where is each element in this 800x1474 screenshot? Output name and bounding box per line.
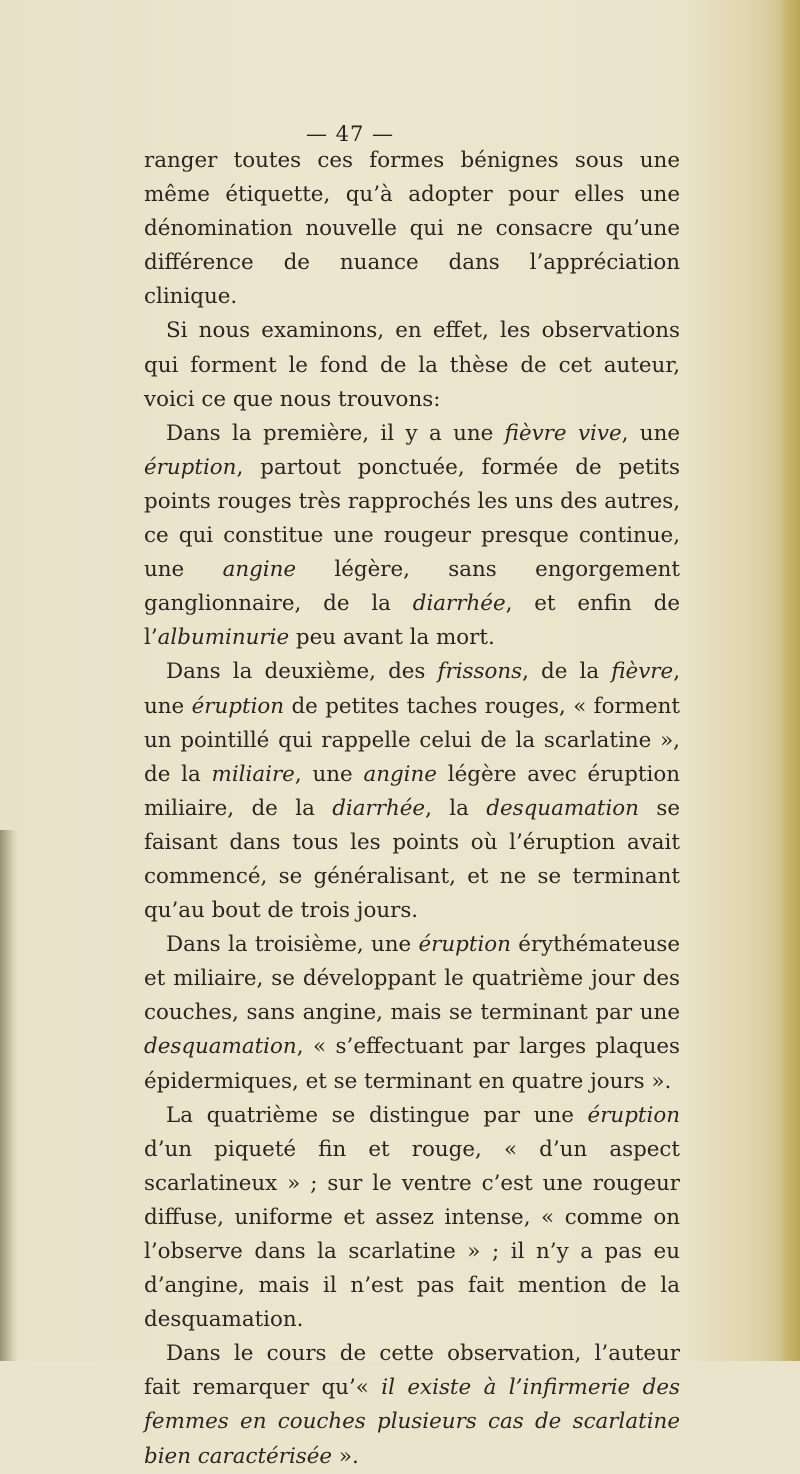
text-run: , de la — [522, 659, 612, 685]
italic-term: diarrhée — [412, 591, 506, 617]
italic-term: fièvre vive — [504, 420, 622, 446]
text-run: Dans la troisième, une — [166, 932, 419, 958]
paragraph — [144, 655, 680, 928]
italic-term: éruption — [418, 932, 511, 958]
page-edge-shading — [778, 0, 800, 1361]
text-run: peu avant la mort. — [289, 625, 495, 651]
italic-term: éruption — [191, 693, 285, 719]
paragraph — [144, 144, 680, 314]
text-run: , une — [294, 761, 364, 787]
text-run: légère, sans engorgement ganglionnaire, de la — [144, 557, 680, 617]
text-run: Dans le cours de cette observation, l’auteur fait remarquer qu’« — [144, 1341, 680, 1401]
italic-term: frissons — [437, 659, 523, 685]
italic-term: éruption — [587, 1102, 680, 1128]
paragraph — [144, 417, 680, 656]
italic-term: desquamation — [486, 795, 639, 821]
text-run: légère avec éruption miliaire, de la — [144, 761, 680, 821]
italic-term: desquamation — [144, 1034, 297, 1060]
italic-term: angine — [363, 761, 437, 787]
italic-term: diarrhée — [332, 795, 426, 821]
body-text — [144, 144, 680, 1474]
text-run: ranger toutes ces formes bénignes sous une même étiquette, qu’à adopter pour elles une dénomination nouvelle qui ne consacre qu’une différence de nuance dans l’appréciation clinique. — [144, 148, 680, 310]
text-run: érythémateuse et miliaire, se développant le quatrième jour des couches, sans angine, mais se terminant par une — [144, 932, 680, 1026]
italic-term: éruption — [144, 454, 237, 480]
italic-term: miliaire — [211, 761, 295, 787]
text-run: se faisant dans tous les points où l’éruption avait commencé, se généralisant, et ne se terminant qu’au bout de trois jours. — [144, 795, 681, 924]
paragraph — [144, 1099, 680, 1338]
italic-term: angine — [222, 557, 297, 583]
text-run: Si nous examinons, en effet, les observations qui forment le fond de la thèse de cet auteur, voici ce que nous trouvons: — [144, 318, 680, 412]
text-run: , partout ponctuée, formée de petits points rouges très rapprochés les uns des autres, ce qui constitue une rougeur presque continue, une — [144, 454, 681, 583]
italic-term: albuminurie — [157, 625, 290, 651]
text-run: , une — [621, 420, 681, 446]
text-run: , « s’effectuant par larges plaques épidermiques, et se terminant en quatre jours ». — [144, 1034, 680, 1094]
paragraph — [144, 1337, 680, 1473]
paragraph — [144, 314, 680, 416]
italic-term: fièvre — [611, 659, 674, 685]
text-run: La quatrième se distingue par une — [166, 1102, 588, 1128]
text-run: , et enfin de l’ — [144, 591, 680, 651]
text-run: , la — [425, 795, 487, 821]
italic-term: il existe à l’infirmerie des femmes en couches plusieurs cas de scarlatine bien caractérisée — [144, 1375, 680, 1469]
text-run: Dans la deuxième, des — [166, 659, 438, 685]
text-run: Dans la première, il y a une — [166, 420, 505, 446]
text-run: de petites taches rouges, « forment un pointillé qui rappelle celui de la scarlatine », de la — [144, 693, 681, 787]
page-number: — 47 — — [305, 122, 395, 146]
binding-shadow — [0, 830, 18, 1361]
paragraph — [144, 928, 680, 1098]
text-run: , une — [144, 659, 680, 719]
text-run: ». — [332, 1443, 359, 1469]
text-run: d’un piqueté fin et rouge, « d’un aspect scarlatineux » ; sur le ventre c’est une rougeur diffuse, uniforme et assez intense, « comme on l’observe dans la scarlatine » ; il n’y a pas eu d’angine, mais il n’est pas fait mention de la desquamation. — [144, 1136, 680, 1333]
